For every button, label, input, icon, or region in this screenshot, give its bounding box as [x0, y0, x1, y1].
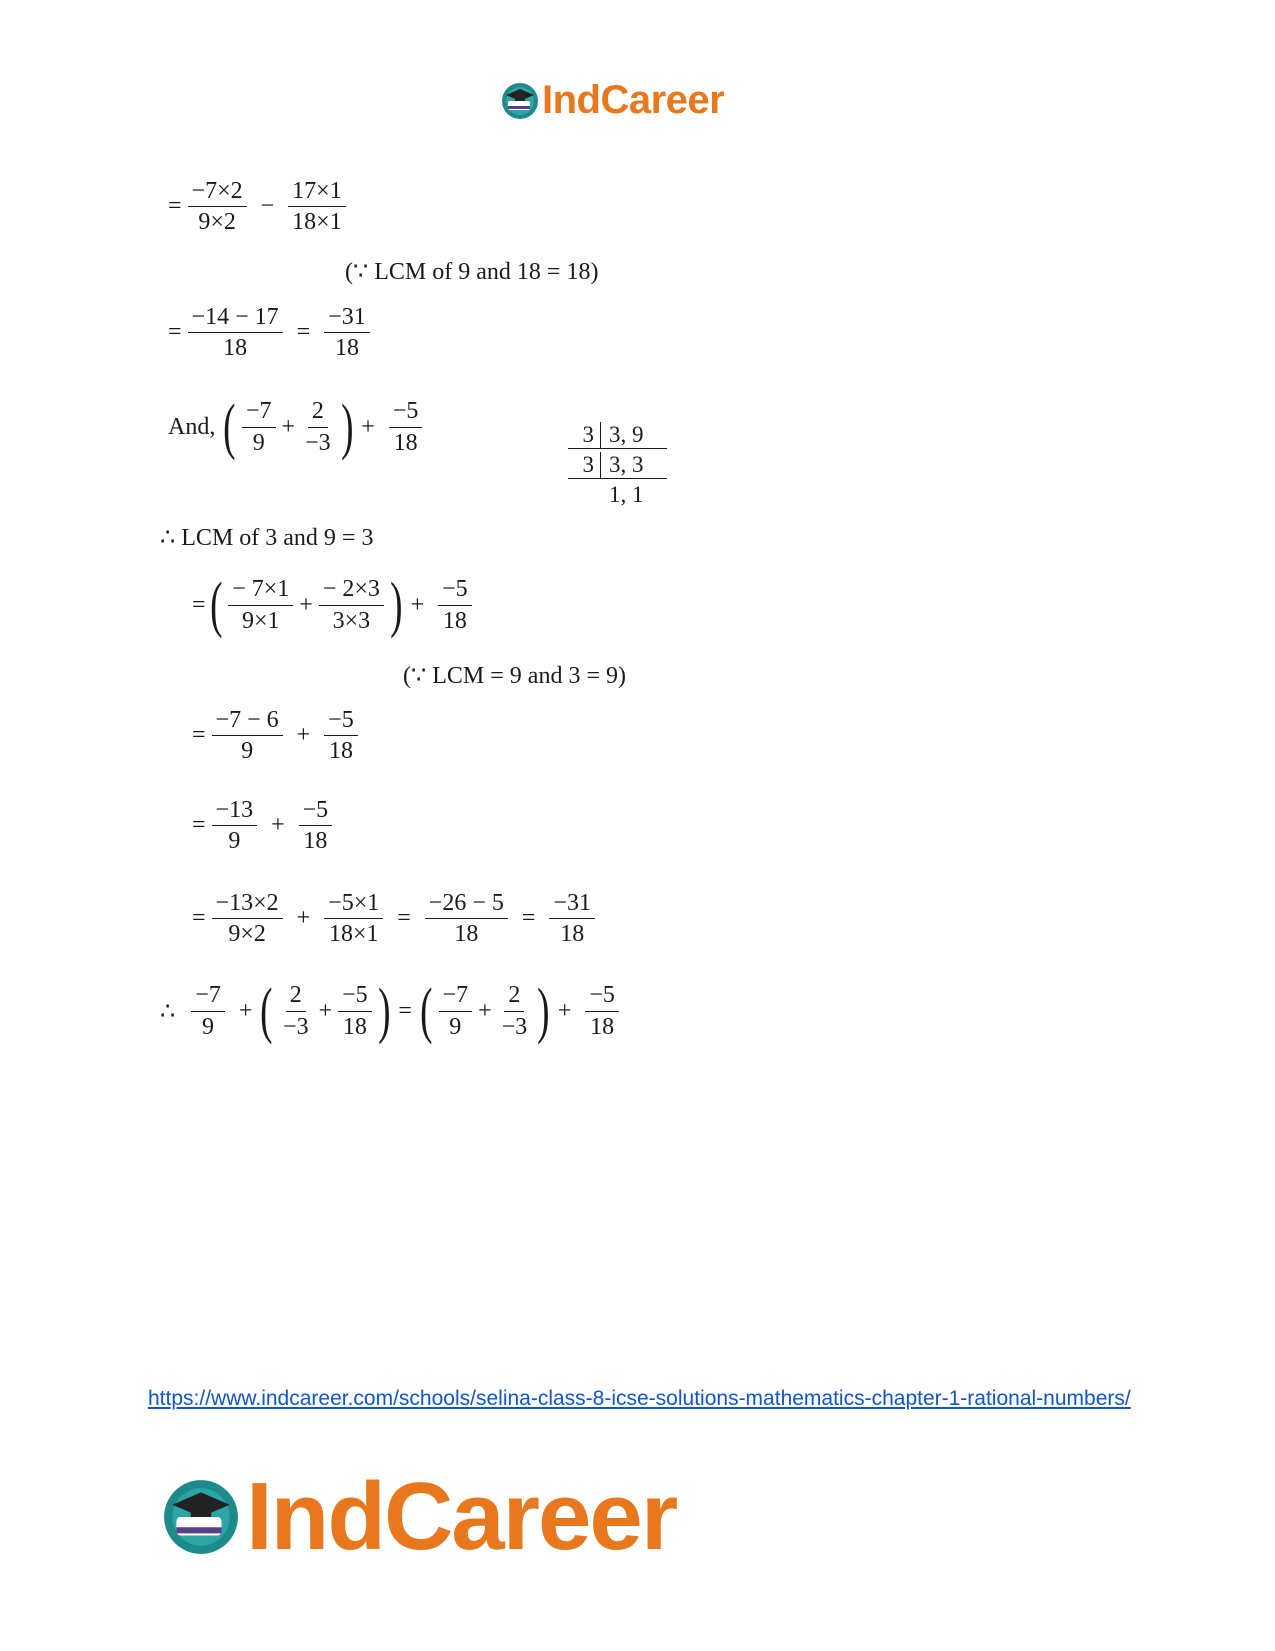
equals-sign: =	[192, 812, 206, 839]
equation-line-8	[192, 890, 601, 948]
fraction: $\frac{17\times 1}{18\times 1}$	[288, 178, 346, 236]
lcm-division-table: 3 3, 9 3 3, 3 1, 1	[568, 420, 667, 510]
fraction: $\frac{-5}{18}$	[338, 982, 372, 1040]
fraction: $\frac{-26 - 5}{18}$	[425, 890, 508, 948]
fraction: $\frac{-5}{18}$	[585, 982, 619, 1040]
fraction: $\frac{-13\times 2}{9\times 2}$	[212, 890, 283, 948]
equals-sign: =	[521, 905, 536, 932]
fraction: $\frac{-7}{9}$	[242, 398, 276, 456]
lcm-statement: ∴ LCM of 3 and 9 = 3	[160, 525, 374, 551]
operator: +	[410, 591, 425, 618]
equals-sign: =	[192, 722, 206, 749]
fraction: $\frac{-5}{18}$	[389, 398, 423, 456]
lcm-note-2: (∵ LCM = 9 and 3 = 9)	[403, 663, 626, 689]
fraction: $\frac{2}{-3}$	[283, 982, 309, 1040]
equation-line-3: And, ( $\frac{-7}{9}$ + $\frac{2}{-3}$ ) + $\frac{-5}{18}$	[168, 396, 428, 458]
footer-logo	[160, 1462, 676, 1572]
operator: +	[238, 997, 253, 1024]
equals-sign: =	[168, 193, 182, 220]
equals-sign: =	[192, 591, 206, 618]
fraction: $\frac{-7}{9}$	[191, 982, 225, 1040]
graduation-cap-book-icon	[500, 81, 540, 121]
operator: +	[299, 591, 313, 618]
brand-name: IndCareer	[246, 1463, 677, 1570]
equals-sign: =	[296, 319, 311, 346]
fraction: $\frac{2}{-3}$	[501, 982, 528, 1040]
fraction: $\frac{-14 - 17}{18}$	[188, 304, 283, 362]
equation-line-1	[168, 178, 352, 236]
equals-sign: =	[192, 905, 206, 932]
equation-line-5: = ( $\frac{- 7\times 1}{9\times 1}$ + $\frac{- 2\times 3}{3\times 3}$ ) + $\frac{-5}{18}$	[192, 574, 478, 636]
fraction: $\frac{-7 - 6}{9}$	[212, 707, 283, 765]
fraction: $\frac{-31}{18}$	[549, 890, 595, 948]
fraction: $\frac{- 7\times 1}{9\times 1}$	[228, 576, 293, 634]
source-link[interactable]: https://www.indcareer.com/schools/selina-class-8-icse-solutions-mathematics-chapter-1-rational-numbers/	[148, 1387, 1131, 1410]
fraction: $\frac{-7\times 2}{9\times 2}$	[188, 178, 247, 236]
fraction: $\frac{-7}{9}$	[439, 982, 473, 1040]
operator: +	[296, 905, 311, 932]
operator: +	[318, 997, 333, 1024]
equation-line-7	[192, 797, 338, 855]
operator: −	[260, 193, 275, 220]
fraction: $\frac{- 2\times 3}{3\times 3}$	[319, 576, 384, 634]
operator: +	[557, 997, 572, 1024]
equals-sign: =	[398, 997, 412, 1024]
graduation-cap-book-icon	[160, 1476, 242, 1558]
fraction: $\frac{2}{-3}$	[305, 398, 331, 456]
equation-line-2	[168, 304, 376, 362]
fraction: $\frac{-31}{18}$	[324, 304, 370, 362]
equation-line-9: ∴ $\frac{-7}{9}$ + ( $\frac{2}{-3}$ + $\frac{-5}{18}$ ) = ( $\frac{-7}{9}$ + $\frac{2}{-3}$ ) + $\frac{-5}{18}$	[160, 980, 625, 1042]
equals-sign: =	[397, 905, 411, 932]
equation-line-6	[192, 707, 364, 765]
fraction: $\frac{-5}{18}$	[438, 576, 472, 634]
operator: +	[361, 413, 375, 440]
operator: +	[281, 413, 296, 440]
operator: +	[271, 812, 285, 839]
fraction: $\frac{-5}{18}$	[324, 707, 358, 765]
operator: +	[296, 722, 311, 749]
brand-name: IndCareer	[542, 78, 725, 122]
operator: +	[478, 997, 492, 1024]
therefore-symbol: ∴	[160, 998, 176, 1025]
fraction: $\frac{-13}{9}$	[212, 797, 258, 855]
header-logo	[500, 78, 724, 123]
fraction: $\frac{-5\times 1}{18\times 1}$	[324, 890, 383, 948]
fraction: $\frac{-5}{18}$	[299, 797, 333, 855]
equals-sign: =	[168, 319, 182, 346]
lcm-note-1: (∵ LCM of 9 and 18 = 18)	[345, 259, 599, 285]
lead-word: And,	[168, 413, 216, 440]
